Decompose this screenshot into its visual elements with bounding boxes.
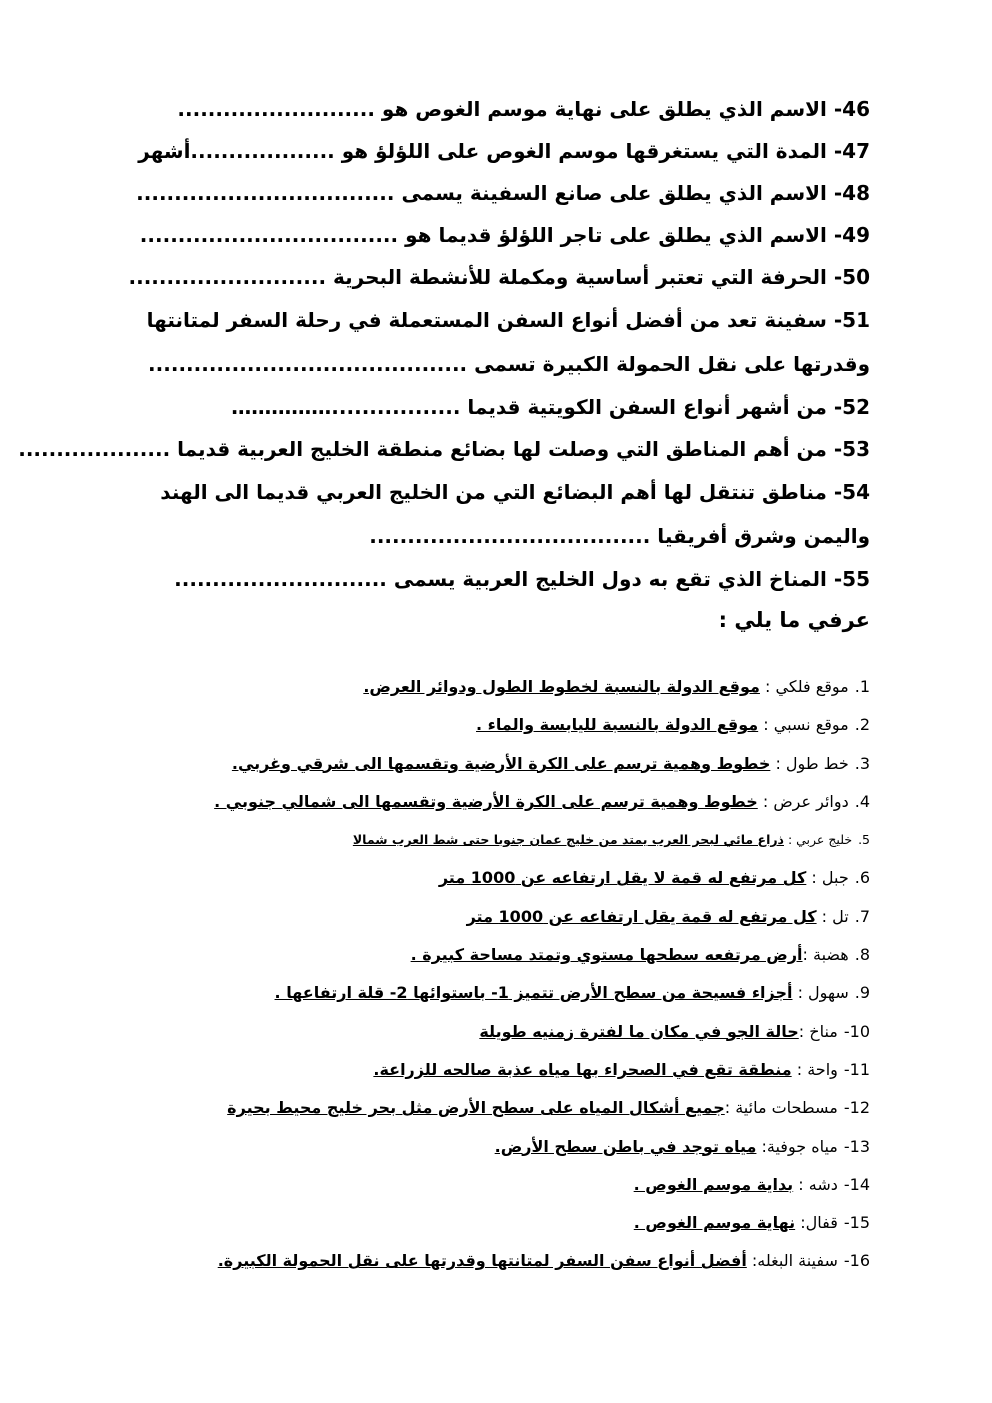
definition-answer: ذراع مائي لبحر العرب يمتد من خليج عمان جنوبا حتى شط العرب شمالا	[352, 832, 784, 848]
definition-answer: أفضل أنواع سفن السفر لمتانتها وقدرتها على نقل الحمولة الكبيرة.	[217, 1251, 747, 1271]
definition-number: 14-	[843, 1174, 870, 1194]
question-49: 49- الاسم الذي يطلق على تاجر اللؤلؤ قديما هو ..................................	[139, 223, 870, 247]
definition-item	[100, 1089, 870, 1127]
definition-term: قفال:	[795, 1213, 838, 1233]
definition-term: موقع نسبي :	[758, 715, 849, 735]
definition-answer: أجزاء فسيحة من سطح الأرض تتميز 1- باستوائها 2- قلة ارتفاعها .	[274, 983, 793, 1003]
definition-number: 7.	[854, 906, 870, 926]
definition-number: 9.	[854, 983, 870, 1003]
definition-number: 6.	[854, 868, 870, 888]
definition-number: 5.	[858, 832, 870, 848]
definition-answer: موقع الدولة بالنسبة لخطوط الطول ودوائر العرض.	[363, 677, 760, 696]
definition-term: سهول :	[792, 983, 849, 1003]
definition-number: 2.	[854, 715, 870, 735]
definition-term: سفينة البغله:	[746, 1251, 838, 1271]
question-47: 47- المدة التي يستغرقها موسم الغوص على اللؤلؤ هو ...................أشهر	[138, 139, 870, 163]
definition-number: 8.	[854, 945, 870, 965]
definition-number: 15-	[843, 1213, 870, 1233]
definition-term: جبل :	[806, 868, 849, 888]
definition-number: 16-	[843, 1251, 870, 1271]
definition-term: واحة :	[791, 1059, 838, 1079]
definition-term: مناخ :	[798, 1021, 838, 1041]
definition-answer: منطقة تقع في الصحراء بها مياه عذبة صالحه للزراعة.	[373, 1059, 792, 1079]
definition-number: 11-	[843, 1059, 870, 1079]
definition-number: 12-	[843, 1098, 870, 1118]
definition-term: مياه جوفية:	[756, 1136, 838, 1156]
definition-item	[100, 668, 870, 706]
definition-term: خليج عربي :	[783, 832, 853, 848]
question-46: 46- الاسم الذي يطلق على نهاية موسم الغوص هو ..........................	[177, 97, 870, 121]
definition-item	[100, 1166, 870, 1204]
definition-answer: نهاية موسم الغوص .	[633, 1213, 796, 1233]
definition-item	[100, 898, 870, 936]
definition-answer: جميع أشكال المياه على سطح الأرض مثل بحر خليج محيط بحيرة	[227, 1098, 725, 1118]
question-51: 51- سفينة تعد من أفضل أنواع السفن المستعملة في رحلة السفر لمتانتها وقدرتها على نقل الحمولة الكبيرة تسمى ..........................................	[146, 308, 870, 376]
definitions-list	[100, 668, 870, 1281]
definition-answer: كل مرتفع له قمة يقل ارتفاعه عن 1000 متر	[466, 906, 817, 926]
definition-answer: خطوط وهمية ترسم على الكرة الأرضية وتقسمها الى شرقي وغربي.	[231, 753, 771, 773]
definition-item	[100, 783, 870, 821]
definition-number: 4.	[854, 791, 870, 811]
definition-number: 13-	[843, 1136, 870, 1156]
definition-item	[100, 1013, 870, 1051]
definition-item	[100, 821, 870, 859]
definition-item	[100, 1051, 870, 1089]
definition-item	[100, 974, 870, 1012]
definition-term: دوائر عرض :	[757, 791, 849, 811]
definition-answer: كل مرتفع له قمة لا يقل ارتفاعه عن 1000 متر	[438, 868, 807, 888]
definition-answer: خطوط وهمية ترسم على الكرة الأرضية وتقسمها الى شمالي جنوبي .	[214, 791, 758, 811]
question-53: 53- من أهم المناطق التي وصلت لها بضائع منطقة الخليج العربية قديما ....................	[18, 437, 870, 461]
questions-list	[18, 88, 870, 640]
question-54: 54- مناطق تنتقل لها أهم البضائع التي من الخليج العربي قديما الى الهند واليمن وشرق أفريقيا .....................................	[160, 480, 870, 548]
definition-item	[100, 1204, 870, 1242]
definition-item	[100, 745, 870, 783]
definition-item	[100, 936, 870, 974]
definition-answer: أرض مرتفعه سطحها مستوي وتمتد مساحة كبيرة .	[410, 945, 803, 965]
definition-term: خط طول :	[770, 753, 849, 773]
definition-item	[100, 859, 870, 897]
question-55: 55- المناخ الذي تقع به دول الخليج العربية يسمى ............................	[174, 567, 870, 591]
definition-answer: مياه توجد في باطن سطح الأرض.	[494, 1136, 757, 1156]
definition-item	[100, 1128, 870, 1166]
definition-term: دشه :	[793, 1174, 838, 1194]
definition-item	[100, 706, 870, 744]
definition-answer: حالة الجو في مكان ما لفترة زمنيه طويلة	[479, 1021, 799, 1041]
question-52: 52- من أشهر أنواع السفن الكويتية قديما .................……………	[231, 395, 870, 419]
definition-term: هضبة :	[802, 945, 849, 965]
definition-term: تل :	[816, 906, 849, 926]
definition-answer: موقع الدولة بالنسبة لليابسة والماء .	[476, 715, 759, 735]
definition-term: موقع فلكي :	[759, 677, 849, 696]
question-50: 50- الحرفة التي تعتبر أساسية ومكملة للأنشطة البحرية ..........................	[128, 265, 870, 289]
definition-number: 1.	[854, 677, 870, 696]
definition-number: 3.	[854, 753, 870, 773]
definition-item	[100, 1242, 870, 1280]
definition-answer: بداية موسم الغوص .	[633, 1174, 794, 1194]
definition-term: مسطحات مائية :	[724, 1098, 838, 1118]
question-48: 48- الاسم الذي يطلق على صانع السفينة يسمى ..................................	[136, 181, 870, 205]
definition-number: 10-	[843, 1021, 870, 1041]
definitions-heading: عرفي ما يلي :	[718, 608, 870, 632]
